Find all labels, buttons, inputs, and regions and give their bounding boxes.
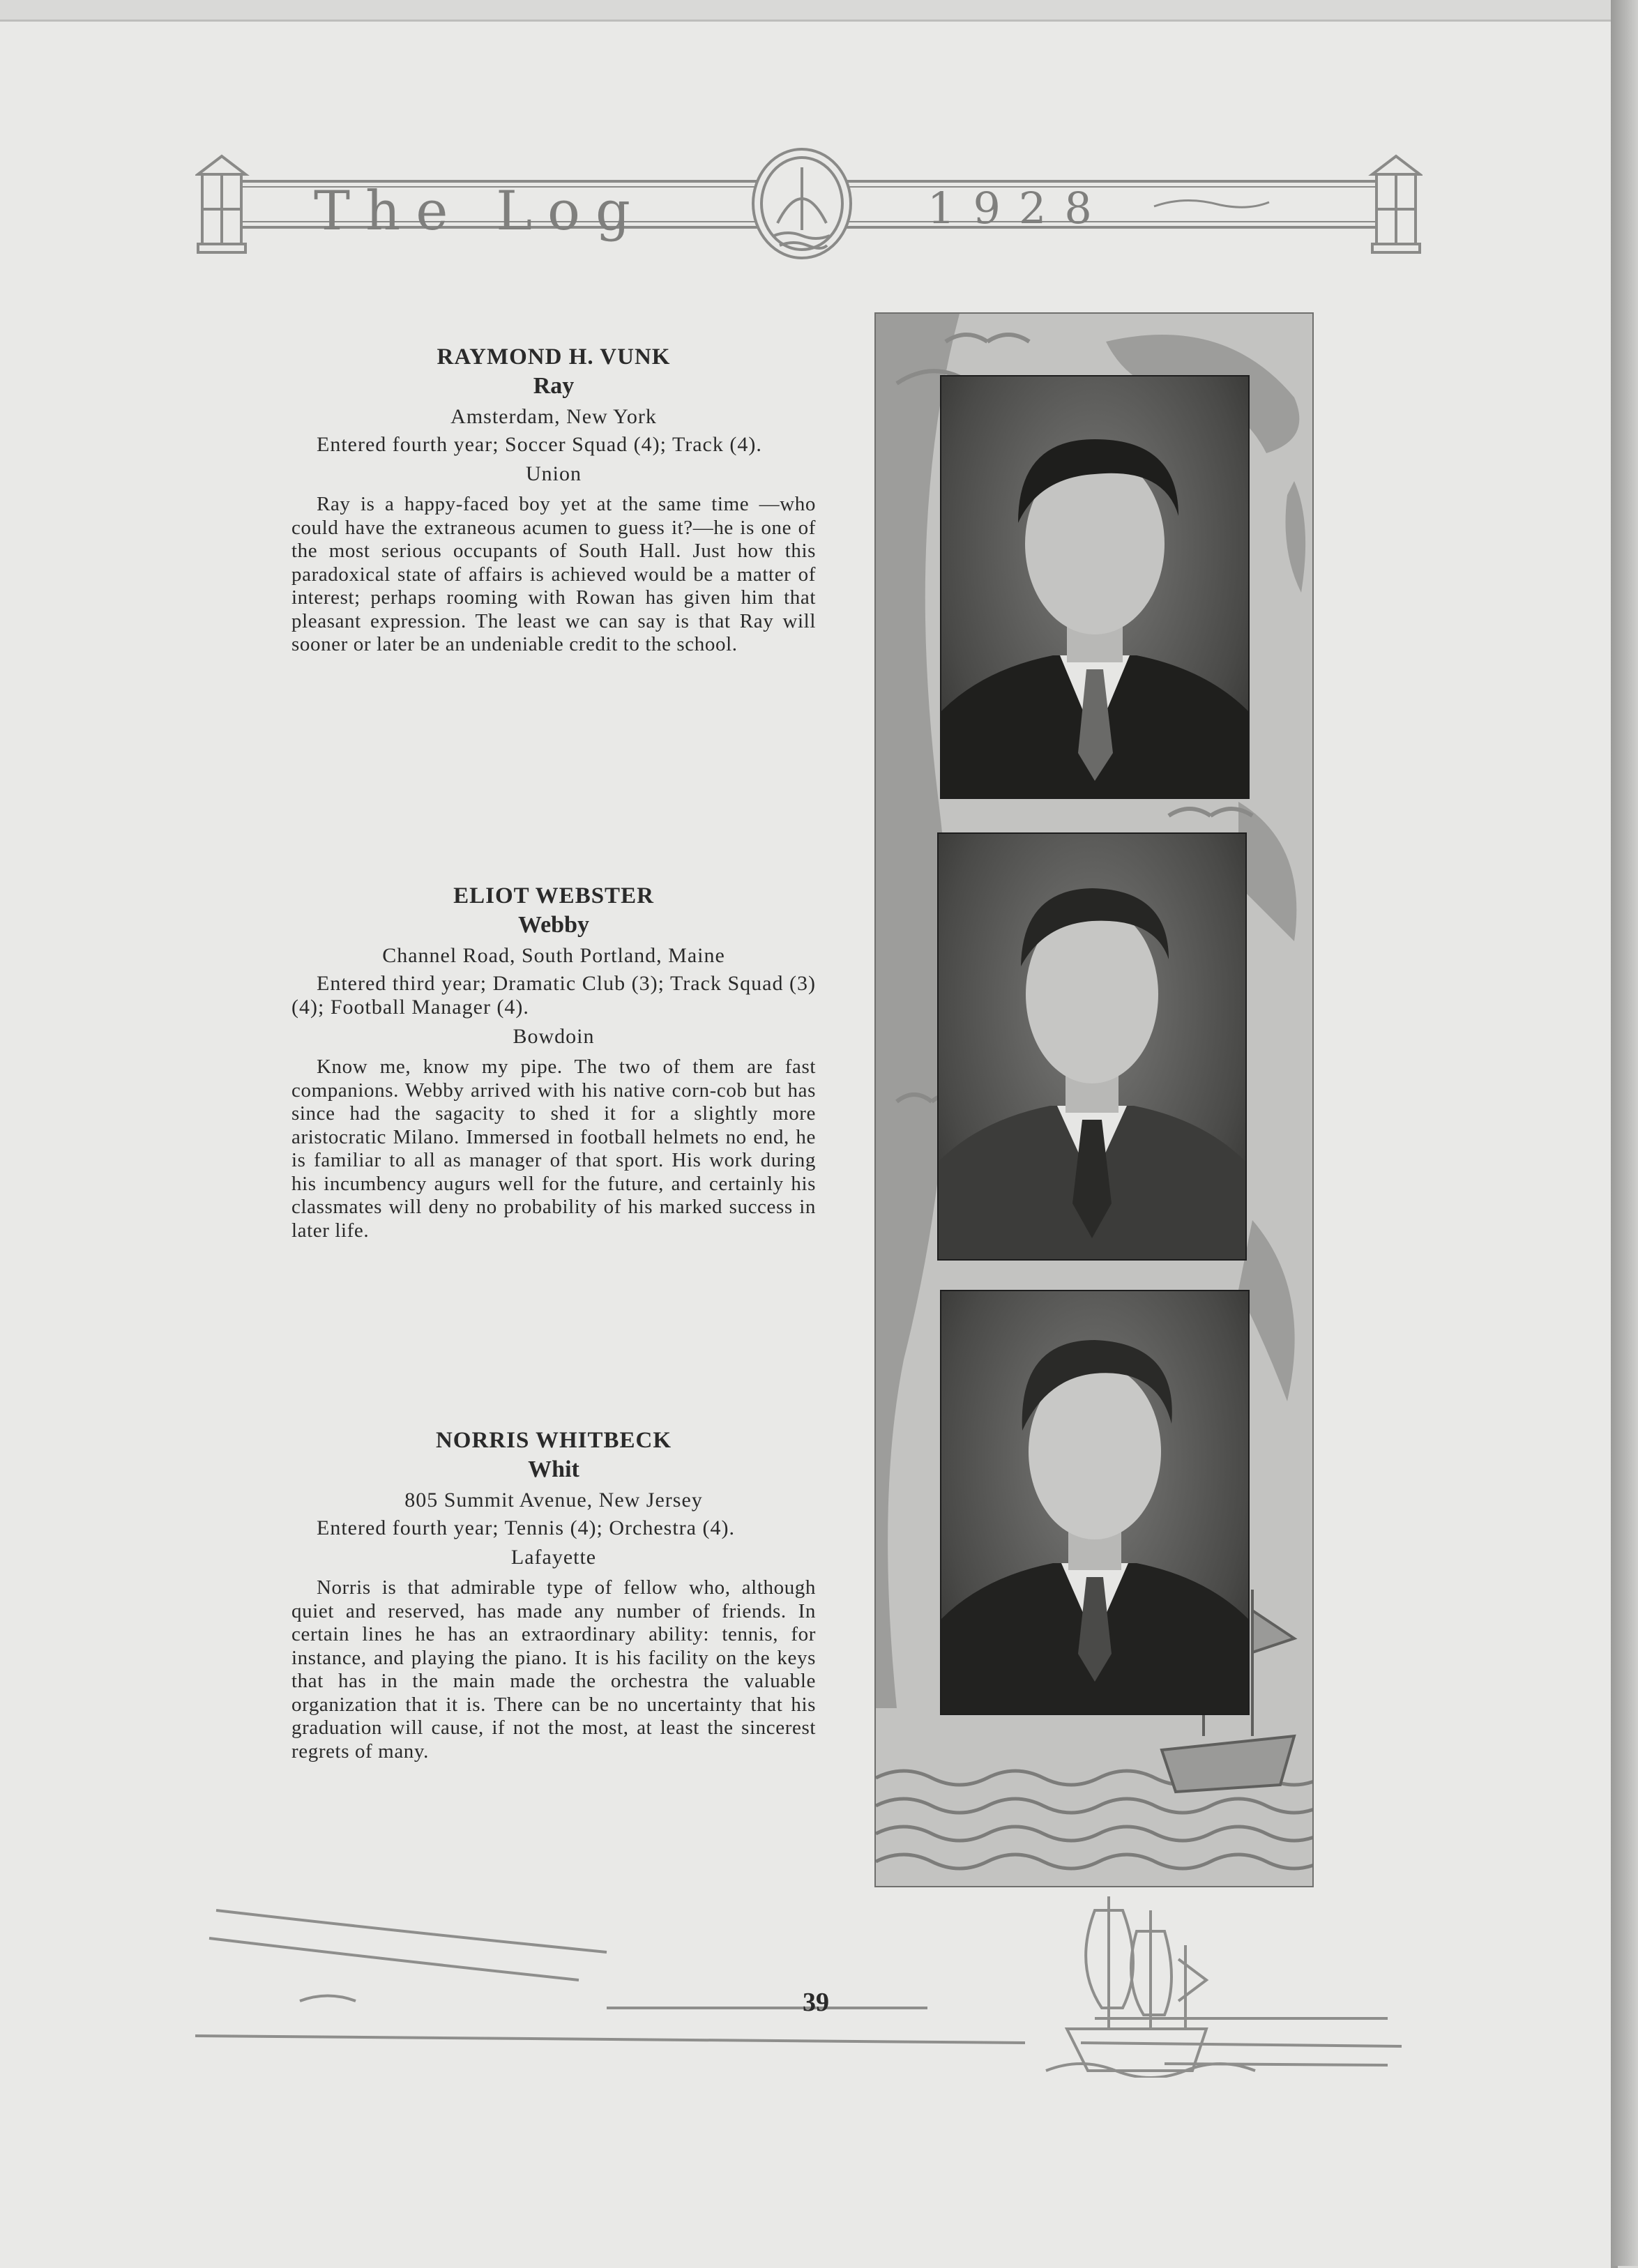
senior-entry-webster [291, 883, 816, 1242]
student-home: Channel Road, South Portland, Maine [382, 944, 725, 967]
portrait-figure [941, 376, 1248, 798]
student-record: Entered fourth year; Soccer Squad (4); Track (4). [317, 433, 762, 456]
student-college: Lafayette [510, 1546, 597, 1569]
student-nickname: Webby [517, 912, 590, 938]
student-nickname: Ray [533, 373, 575, 399]
footer-ornament [188, 1869, 1416, 2078]
senior-entry-vunk [291, 344, 816, 657]
header-banner [195, 146, 1423, 279]
senior-entry-whitbeck [291, 1428, 816, 1763]
student-bio: Know me, know my pipe. The two of them are fast companions. Webby arrived with his native corn-cob but has since had the sagacity to shed it for a slightly more aristocratic Milano. Immersed in football helmets no end, he is familiar to all as manager of that sport. His work during his incumbency augurs well for the future, and certainly his classmates will deny no probability of his marked success in later life. [291, 1056, 816, 1242]
student-bio: Norris is that admirable type of fellow who, although quiet and reserved, has made any number of friends. In certain lines he has an extraordinary ability: tennis, for instance, and playing the piano. It is his facility on the keys that has in the main made the orchestra the valuable organization that it is. There can be no uncertainty that his graduation will cause, if not the most, at least the sincerest regrets of many. [291, 1576, 816, 1763]
portrait-photo-whitbeck [940, 1290, 1250, 1715]
student-home: Amsterdam, New York [450, 405, 657, 428]
student-record: Entered fourth year; Tennis (4); Orchestra (4). [317, 1516, 735, 1539]
portrait-photo-webster [937, 832, 1247, 1261]
student-home: 805 Summit Avenue, New Jersey [404, 1489, 703, 1512]
portrait-figure [939, 834, 1245, 1259]
student-name: NORRIS WHITBECK [435, 1428, 672, 1453]
student-nickname: Whit [528, 1456, 579, 1482]
student-bio: Ray is a happy-faced boy yet at the same time —who could have the extraneous acumen to guess it?—he is one of the most serious occupants of South Hall. Just how this paradoxical state of affairs is achieved would be a matter of interest; perhaps rooming with Rowan has given him that pleasant expression. The least we can say is that Ray will sooner or later be an undeniable credit to the school. [291, 493, 816, 655]
portrait-figure [941, 1291, 1248, 1714]
student-name: RAYMOND H. VUNK [437, 344, 671, 370]
student-college: Union [526, 462, 582, 485]
footer-sea-ship [188, 1869, 1416, 2078]
page-edge [1611, 0, 1638, 2266]
student-college: Bowdoin [513, 1025, 595, 1048]
page-number: 39 [803, 1988, 829, 2017]
photo-strip [874, 312, 1314, 1887]
student-name: ELIOT WEBSTER [453, 883, 654, 908]
portrait-photo-vunk [940, 375, 1250, 799]
student-record: Entered third year; Dramatic Club (3); Track Squad (3) (4); Football Manager (4). [291, 972, 816, 1019]
header-year: 1928 [927, 183, 1110, 234]
header-title: The Log [314, 180, 646, 243]
